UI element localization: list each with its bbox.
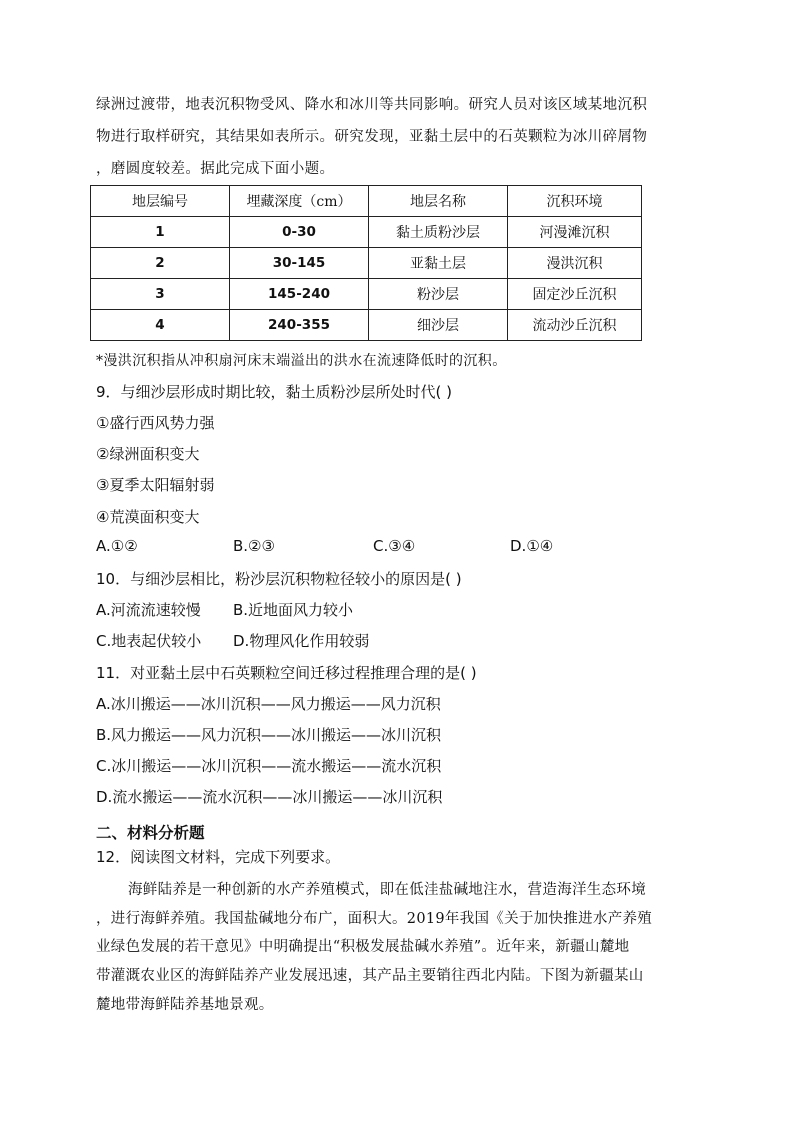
choice-a[interactable]: A.河流流速较慢 [96,601,201,619]
table-cell: 1 [91,217,230,248]
choice-c[interactable]: C.③④ [373,537,416,555]
choice-a[interactable]: A.冰川搬运——冰川沉积——风力搬运——风力沉积 [96,695,441,713]
table-cell: 2 [91,248,230,279]
table-cell: 0-30 [230,217,369,248]
table-row [91,279,642,310]
table-cell: 4 [91,310,230,341]
table-cell: 细沙层 [369,310,508,341]
table-cell: 漫洪沉积 [508,248,642,279]
choice-b[interactable]: B.②③ [233,537,275,555]
table-row [91,310,642,341]
choice-d[interactable]: D.流水搬运——流水沉积——冰川搬运——冰川沉积 [96,788,443,806]
table-row [91,248,642,279]
table-cell: 亚黏土层 [369,248,508,279]
intro-line-3: ，磨圆度较差。据此完成下面小题。 [96,161,335,177]
choice-a[interactable]: A.①② [96,537,138,555]
table-row [91,217,642,248]
table-header-cell: 沉积环境 [508,186,642,217]
choice-c[interactable]: C.地表起伏较小 [96,632,202,650]
table-cell: 145-240 [230,279,369,310]
intro-line-2: 物进行取样研究，其结果如表所示。研究发现，亚黏土层中的石英颗粒为冰川碎屑物 [96,129,648,145]
material-line: ，进行海鲜养殖。我国盐碱地分布广，面积大。2019年我国《关于加快推进水产养殖 [96,910,653,927]
table-header-cell: 埋藏深度（cm） [230,186,369,217]
choice-c[interactable]: C.冰川搬运——冰川沉积——流水搬运——流水沉积 [96,757,442,775]
table-cell: 流动沙丘沉积 [508,310,642,341]
choice-b[interactable]: B.近地面风力较小 [233,601,354,619]
choice-d[interactable]: D.①④ [510,537,554,555]
question-9-item: ④荒漠面积变大 [96,508,200,526]
table-cell: 粉沙层 [369,279,508,310]
choice-b[interactable]: B.风力搬运——风力沉积——冰川搬运——冰川沉积 [96,726,442,744]
material-line: 带灌溉农业区的海鲜陆养产业发展迅速，其产品主要销往西北内陆。下图为新疆某山 [96,968,644,985]
question-10-stem: 10．与细沙层相比，粉沙层沉积物粒径较小的原因是( ) [96,570,462,588]
question-9-item: ③夏季太阳辐射弱 [96,476,215,494]
table-cell: 30-145 [230,248,369,279]
table-header-cell: 地层名称 [369,186,508,217]
table-cell: 固定沙丘沉积 [508,279,642,310]
choice-d[interactable]: D.物理风化作用较弱 [233,632,370,650]
table-header-row [91,186,642,217]
material-line: 麓地带海鲜陆养基地景观。 [96,996,274,1013]
table-cell: 黏土质粉沙层 [369,217,508,248]
material-paragraph [96,876,702,1020]
table-cell: 3 [91,279,230,310]
material-line: 海鲜陆养是一种创新的水产养殖模式，即在低洼盐碱地注水，营造海洋生态环境 [128,882,646,898]
table-cell: 240-355 [230,310,369,341]
question-11-stem: 11．对亚黏土层中石英颗粒空间迁移过程推理合理的是( ) [96,664,477,682]
strata-table [90,185,642,341]
table-cell: 河漫滩沉积 [508,217,642,248]
material-line: 业绿色发展的若干意见》中明确提出“积极发展盐碱水养殖”。近年来，新疆山麓地 [96,939,630,956]
section-title: 二、材料分析题 [96,824,205,842]
table-header-cell: 地层编号 [91,186,230,217]
question-12-stem: 12．阅读图文材料，完成下列要求。 [96,848,341,866]
table-footnote: *漫洪沉积指从冲积扇河床末端溢出的洪水在流速降低时的沉积。 [96,353,507,369]
question-9-item: ②绿洲面积变大 [96,445,200,463]
question-9-stem: 9．与细沙层形成时期比较，黏土质粉沙层所处时代( ) [96,383,453,401]
question-9-item: ①盛行西风势力强 [96,414,215,432]
intro-line-1: 绿洲过渡带，地表沉积物受风、降水和冰川等共同影响。研究人员对该区域某地沉积 [96,97,648,113]
